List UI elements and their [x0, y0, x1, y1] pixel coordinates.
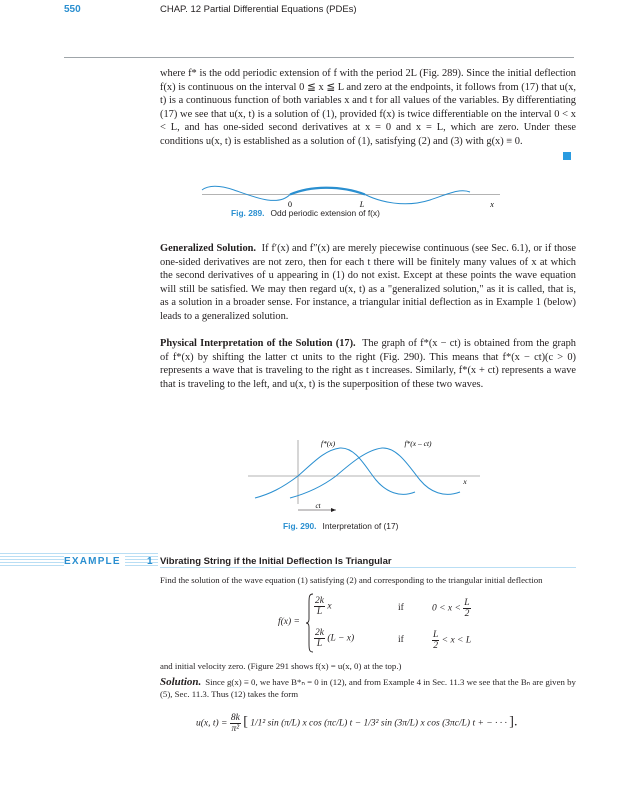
page-number: 550: [64, 4, 81, 15]
label-zero: 0: [288, 200, 292, 209]
extension-right-curve: [365, 191, 470, 204]
paragraph-odd-extension: where f* is the odd periodic extension of f with the period 2L (Fig. 289). Since the initial deflection f(x) is continuous on the interval 0 ≦ x ≦ L and zero at the endpoints, it follows from (17) that u(x, t) is a continuous function of both variables x and t for all values of the variables. By differentiating (17) we see that u(x, t) is a solution of (1), provided f(x) is twice differentiable on the interval 0 < x < L, and has one-sided second derivatives at x = 0 and x = L, which are zero. Under these conditions u(x, t) is established as a solution of (1), satisfying (2) and (3) with g(x) ≡ 0.: [160, 68, 576, 147]
case-2-expr: (L − x): [327, 633, 355, 644]
extension-left-curve: [202, 186, 290, 200]
figure-290-caption-label: Fig. 290.: [283, 521, 317, 531]
case-1-cond-left: 0 < x <: [432, 603, 461, 614]
final-term2: sin (3π/L) x cos (3πc/L) t: [380, 718, 476, 729]
figure-289-caption: [231, 208, 380, 218]
case-2-den: L: [316, 639, 323, 649]
heading-generalized-solution: Generalized Solution.: [160, 243, 257, 254]
case-1-expr: x: [327, 601, 332, 612]
bracket-open: [: [243, 714, 248, 730]
final-coef: [230, 713, 241, 734]
case-2-fraction: [314, 628, 325, 649]
case-2-cond-den: 2: [433, 641, 439, 651]
case-1-cond-den: 2: [464, 609, 470, 619]
final-term2-coef: 1/3²: [363, 718, 379, 729]
label-L: L: [359, 200, 365, 209]
curve-f-star-shifted: [290, 448, 460, 498]
solution-label: Solution.: [160, 676, 202, 688]
final-equation: [196, 713, 517, 734]
example-number: 1: [147, 556, 153, 567]
case-1-num: 2k: [315, 596, 324, 606]
solution-paragraph: [160, 676, 576, 700]
label-x: x: [490, 200, 494, 209]
figure-289: [190, 180, 510, 210]
case-1-cond-fraction: [463, 598, 470, 619]
example-title: Vibrating String if the Initial Deflection Is Triangular: [160, 556, 392, 567]
example-intro: Find the solution of the wave equation (1) satisfying (2) and corresponding to the triangular initial deflection: [160, 575, 543, 585]
final-lhs: u(x, t) =: [196, 718, 228, 729]
final-term1-coef: 1/1²: [250, 718, 266, 729]
case-1-cond-num: L: [464, 598, 470, 608]
case-1-fraction: [314, 596, 325, 617]
final-coef-num: 8k: [230, 713, 240, 723]
figure-289-caption-text: Odd periodic extension of f(x): [270, 208, 380, 218]
solution-text: Since g(x) ≡ 0, we have B*ₙ = 0 in (12), and from Example 4 in Sec. 11.3 we see that the Bₙ are given by (5), Sec. 11.3. Thus (12) takes the form: [160, 677, 576, 699]
label-f-star-x: f*(x): [320, 439, 336, 448]
paragraph-generalized-solution: [160, 242, 576, 324]
final-coef-den: π²: [231, 724, 240, 734]
label-f-star-x-minus-ct: f*(x – ct): [404, 439, 432, 448]
case-2-cond-fraction: [432, 630, 439, 651]
final-term1: sin (π/L) x cos (πc/L) t: [267, 718, 353, 729]
fx-lhs: f(x) =: [278, 617, 300, 627]
case-2-cond-right: < x < L: [441, 635, 472, 646]
case-2-condition: [432, 630, 471, 651]
case-1-condition: [432, 598, 471, 619]
curve-f-star: [255, 448, 415, 498]
case-2-num: 2k: [315, 628, 324, 638]
case-2-if: if: [398, 635, 404, 645]
label-x-290: x: [463, 477, 467, 486]
text-physical-interpretation: The graph of f*(x − ct) is obtained from the graph of f*(x) by shifting the latter ct units to the right (Fig. 290). This means that f*(x − ct)(c > 0) represents a wave that is traveling to the right as t increases. Similarly, f*(x + ct) represents a wave that is traveling to the left, and u(x, t) is the superposition of these two waves.: [160, 338, 576, 390]
figure-289-caption-label: Fig. 289.: [231, 208, 265, 218]
figure-290: [240, 436, 490, 516]
example-rule-right: [160, 567, 576, 568]
paragraph-physical-interpretation: [160, 337, 576, 391]
case-2: [314, 628, 354, 649]
end-of-proof-square: [563, 152, 571, 160]
figure-290-caption-text: Interpretation of (17): [322, 521, 399, 531]
left-brace: [306, 593, 314, 653]
bracket-close: ].: [509, 714, 518, 730]
chapter-title: CHAP. 12 Partial Differential Equations (PDEs): [160, 4, 357, 15]
case-1-den: L: [316, 607, 323, 617]
text-generalized-solution: If f′(x) and f″(x) are merely piecewise continuous (see Sec. 6.1), or if those one-sided derivatives are not zero, then for each t there will be finitely many values of x at which the second derivatives of u appearing in (1) do not exist. Except at these points the wave equation will still be satisfied. We may then regard u(x, t) as a "generalized solution," as it is called, that is, as a solution in a broader sense. For instance, a triangular initial deflection as in Example 1 (below) leads to a generalized solution.: [160, 243, 577, 322]
example-after-text: and initial velocity zero. (Figure 291 shows f(x) = u(x, 0) at the top.): [160, 661, 402, 671]
case-1-if: if: [398, 603, 404, 613]
ct-arrowhead: [331, 508, 336, 512]
figure-290-caption: [283, 521, 398, 531]
final-tail: + − · · ·: [477, 718, 507, 729]
header-rule: [64, 57, 574, 58]
label-ct: ct: [315, 502, 321, 510]
case-1: [314, 596, 332, 617]
case-2-cond-num: L: [433, 630, 439, 640]
example-label: EXAMPLE: [64, 556, 125, 567]
final-minus: −: [354, 718, 362, 729]
function-curve-f: [290, 188, 365, 195]
heading-physical-interpretation: Physical Interpretation of the Solution (17).: [160, 338, 356, 349]
